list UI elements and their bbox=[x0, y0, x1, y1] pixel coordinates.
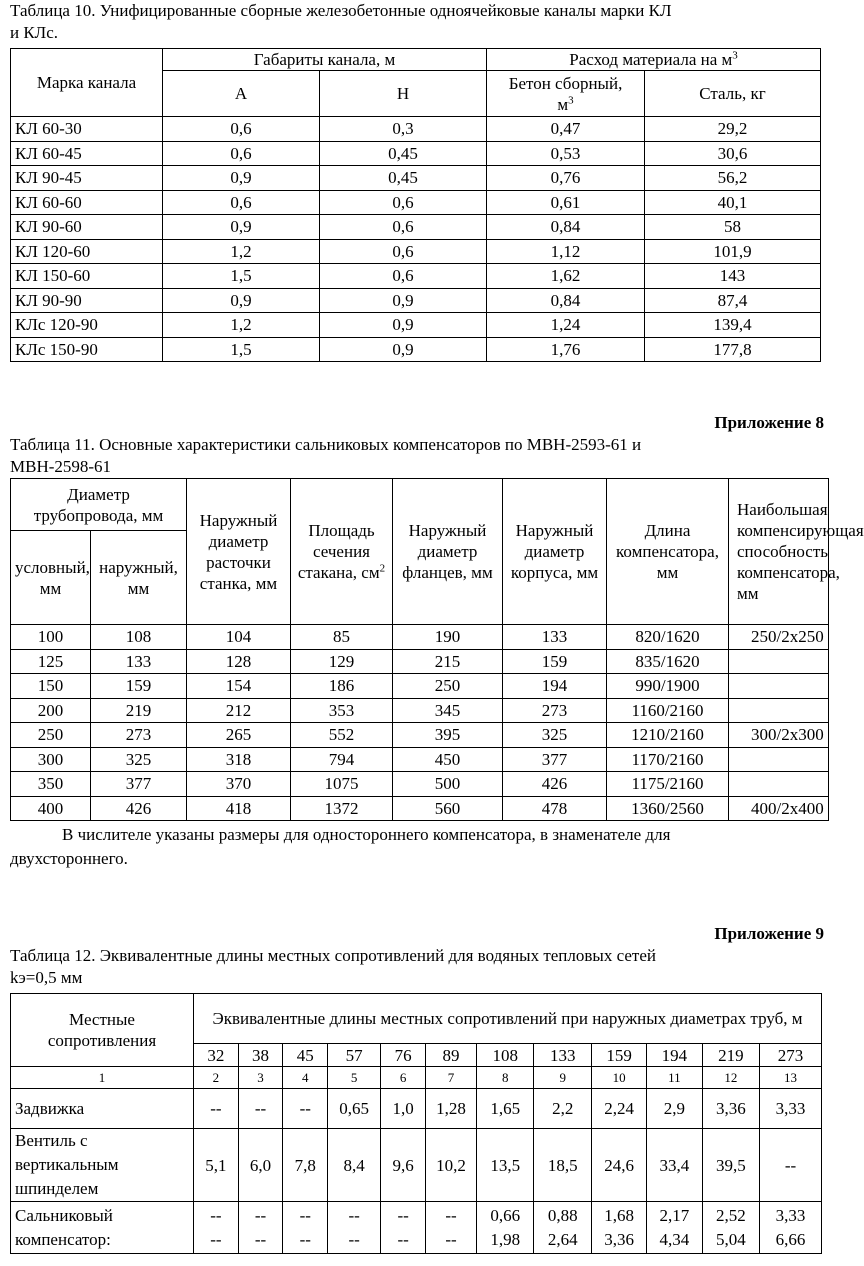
compensator-two-side-value: 6,66 bbox=[775, 1229, 806, 1249]
appendix-8-title: Приложение 8 bbox=[714, 413, 824, 432]
column-number-cell: 2 bbox=[194, 1067, 239, 1089]
table11-header-body: Наружный диаметр корпуса, мм bbox=[503, 479, 607, 625]
table-cell: 194 bbox=[503, 674, 607, 699]
table-cell: 370 bbox=[187, 772, 291, 797]
table-cell: 0,3 bbox=[320, 117, 487, 142]
compensator-cell bbox=[477, 1202, 534, 1254]
table-cell: 0,6 bbox=[320, 215, 487, 240]
table12-row-valve bbox=[11, 1089, 822, 1129]
comp-name-line2: компенсатор: bbox=[15, 1229, 111, 1249]
table11-body bbox=[11, 625, 829, 821]
table-cell: 129 bbox=[291, 649, 393, 674]
table12-valve-name: Задвижка bbox=[11, 1089, 194, 1129]
table-cell: 1360/2560 bbox=[607, 796, 729, 821]
appendix-9-title: Приложение 9 bbox=[714, 924, 824, 943]
table12-header-equivalent: Эквивалентные длины местных сопротивлений при наружных диаметрах труб, м bbox=[194, 994, 822, 1044]
compensator-two-side-value: -- bbox=[210, 1229, 222, 1249]
table11-header-bore: Наружный диаметр расточки станка, мм bbox=[187, 479, 291, 625]
table10 bbox=[10, 48, 821, 362]
column-number-cell: 5 bbox=[328, 1067, 381, 1089]
table11-header-length: Длина компенсатора, мм bbox=[607, 479, 729, 625]
table-cell: 7,8 bbox=[283, 1129, 328, 1202]
table-cell: 400 bbox=[11, 796, 91, 821]
table-cell: 133 bbox=[91, 649, 187, 674]
table-cell: 215 bbox=[393, 649, 503, 674]
table-cell: 300 bbox=[11, 747, 91, 772]
compensator-cell bbox=[591, 1202, 646, 1254]
compensator-cell bbox=[328, 1202, 381, 1254]
table-cell: 353 bbox=[291, 698, 393, 723]
table-cell: 177,8 bbox=[645, 337, 821, 362]
table-row bbox=[11, 723, 829, 748]
table12-caption-line1: Таблица 12. Эквивалентные длины местных сопротивлений для водяных тепловых сетей bbox=[10, 946, 656, 965]
table11-note-line2: двухстороннего. bbox=[10, 849, 128, 868]
diameter-cell: 194 bbox=[647, 1044, 702, 1067]
table-cell: 159 bbox=[91, 674, 187, 699]
table-cell: 0,45 bbox=[320, 166, 487, 191]
table-cell: 350 bbox=[11, 772, 91, 797]
table-cell: 1075 bbox=[291, 772, 393, 797]
table-row bbox=[11, 649, 829, 674]
row-mark-cell: КЛс 120-90 bbox=[11, 313, 163, 338]
row-mark-cell: КЛс 150-90 bbox=[11, 337, 163, 362]
diameter-cell: 159 bbox=[591, 1044, 646, 1067]
document-page bbox=[10, 0, 864, 1254]
vent-name-line1: Вентиль с bbox=[15, 1131, 88, 1150]
table-cell: 325 bbox=[503, 723, 607, 748]
table-row bbox=[11, 264, 821, 289]
table-cell: 1,2 bbox=[163, 313, 320, 338]
column-number-cell: 4 bbox=[283, 1067, 328, 1089]
table-cell: 87,4 bbox=[645, 288, 821, 313]
table-cell: 33,4 bbox=[647, 1129, 702, 1202]
diameter-cell: 89 bbox=[425, 1044, 476, 1067]
table-cell: 133 bbox=[503, 625, 607, 650]
table-cell: 1,28 bbox=[425, 1089, 476, 1129]
diameter-cell: 57 bbox=[328, 1044, 381, 1067]
compensator-cell bbox=[381, 1202, 426, 1254]
diameter-cell: 273 bbox=[760, 1044, 822, 1067]
table11-caption-line2: МВН-2598-61 bbox=[10, 457, 112, 476]
compensator-cell bbox=[702, 1202, 759, 1254]
table12-header-local: Местные сопротивления bbox=[11, 994, 194, 1067]
table-cell: 325 bbox=[91, 747, 187, 772]
compensator-cell bbox=[194, 1202, 239, 1254]
table-cell: 1,24 bbox=[487, 313, 645, 338]
table-row bbox=[11, 117, 821, 142]
diameter-cell: 133 bbox=[534, 1044, 591, 1067]
compensator-one-side-value: 2,17 bbox=[659, 1205, 690, 1225]
column-number-cell: 12 bbox=[702, 1067, 759, 1089]
table11-header-outer: наружный, мм bbox=[91, 531, 187, 625]
compensator-two-side-value: 1,98 bbox=[490, 1229, 521, 1249]
compensator-cell bbox=[425, 1202, 476, 1254]
table-row bbox=[11, 772, 829, 797]
row-mark-cell: КЛ 60-60 bbox=[11, 190, 163, 215]
table12 bbox=[10, 993, 822, 1254]
table-cell: 0,6 bbox=[320, 190, 487, 215]
compensator-two-side-value: -- bbox=[299, 1229, 311, 1249]
table-cell: 500 bbox=[393, 772, 503, 797]
concrete-sup: 3 bbox=[568, 93, 574, 106]
compensator-one-side-value: -- bbox=[445, 1205, 457, 1225]
table12-row-compensator bbox=[11, 1202, 822, 1254]
table10-header-mark: Марка канала bbox=[11, 49, 163, 117]
table-cell: 108 bbox=[91, 625, 187, 650]
table-cell: 18,5 bbox=[534, 1129, 591, 1202]
table-cell: 0,9 bbox=[320, 337, 487, 362]
compensator-cell bbox=[238, 1202, 283, 1254]
table10-caption-line1: Таблица 10. Унифицированные сборные железобетонные одноячейковые каналы марки КЛ bbox=[10, 1, 672, 20]
table-cell: 125 bbox=[11, 649, 91, 674]
table-cell: 273 bbox=[91, 723, 187, 748]
table-cell: 143 bbox=[645, 264, 821, 289]
table-cell: 552 bbox=[291, 723, 393, 748]
table-cell: 1372 bbox=[291, 796, 393, 821]
table-cell: 139,4 bbox=[645, 313, 821, 338]
table-row bbox=[11, 698, 829, 723]
table-cell: 0,84 bbox=[487, 215, 645, 240]
table-cell: 478 bbox=[503, 796, 607, 821]
table10-header-a: А bbox=[163, 71, 320, 117]
table-cell: 377 bbox=[91, 772, 187, 797]
table-cell: 1,2 bbox=[163, 239, 320, 264]
row-mark-cell: КЛ 150-60 bbox=[11, 264, 163, 289]
table-cell: 0,6 bbox=[320, 264, 487, 289]
concrete-label: Бетон сборный, bbox=[508, 73, 623, 93]
table-cell: 426 bbox=[503, 772, 607, 797]
column-number-cell: 11 bbox=[647, 1067, 702, 1089]
diameter-cell: 108 bbox=[477, 1044, 534, 1067]
table-cell: 101,9 bbox=[645, 239, 821, 264]
table-cell: 835/1620 bbox=[607, 649, 729, 674]
table10-body bbox=[11, 117, 821, 362]
table-cell: 0,9 bbox=[320, 288, 487, 313]
table-cell: 58 bbox=[645, 215, 821, 240]
table-cell: 24,6 bbox=[591, 1129, 646, 1202]
table-cell: 0,61 bbox=[487, 190, 645, 215]
table-cell: 318 bbox=[187, 747, 291, 772]
row-mark-cell: КЛ 120-60 bbox=[11, 239, 163, 264]
table-cell: 1,12 bbox=[487, 239, 645, 264]
table-cell: 0,6 bbox=[163, 141, 320, 166]
table10-header-h: Н bbox=[320, 71, 487, 117]
table-cell bbox=[729, 674, 829, 699]
table12-caption bbox=[10, 945, 830, 989]
compensator-cell bbox=[283, 1202, 328, 1254]
column-number-cell: 6 bbox=[381, 1067, 426, 1089]
table-row bbox=[11, 215, 821, 240]
compensator-one-side-value: -- bbox=[210, 1205, 222, 1225]
vent-name-line3: шпинделем bbox=[15, 1179, 99, 1198]
table-cell: 990/1900 bbox=[607, 674, 729, 699]
table-cell: 250 bbox=[11, 723, 91, 748]
table-cell: 3,36 bbox=[702, 1089, 759, 1129]
table-cell: 1,0 bbox=[381, 1089, 426, 1129]
table-row bbox=[11, 239, 821, 264]
table-row bbox=[11, 625, 829, 650]
table-cell: 1,5 bbox=[163, 264, 320, 289]
table-cell bbox=[729, 649, 829, 674]
compensator-two-side-value: 4,34 bbox=[659, 1229, 690, 1249]
table-cell: 300/2х300 bbox=[729, 723, 829, 748]
compensator-one-side-value: 0,66 bbox=[490, 1205, 521, 1225]
table-cell: 9,6 bbox=[381, 1129, 426, 1202]
table-cell: 0,53 bbox=[487, 141, 645, 166]
table-cell: 265 bbox=[187, 723, 291, 748]
row-mark-cell: КЛ 90-90 bbox=[11, 288, 163, 313]
table-cell: 426 bbox=[91, 796, 187, 821]
table11-caption-line1: Таблица 11. Основные характеристики сальниковых компенсаторов по МВН-2593-61 и bbox=[10, 435, 642, 454]
table-cell: 250 bbox=[393, 674, 503, 699]
compensator-two-side-value: -- bbox=[445, 1229, 457, 1249]
table-cell: 5,1 bbox=[194, 1129, 239, 1202]
column-number-cell: 10 bbox=[591, 1067, 646, 1089]
table-cell: 0,65 bbox=[328, 1089, 381, 1129]
table-row bbox=[11, 313, 821, 338]
compensator-one-side-value: 1,68 bbox=[604, 1205, 634, 1225]
table-cell: 1,65 bbox=[477, 1089, 534, 1129]
table-cell: 1,62 bbox=[487, 264, 645, 289]
table11-header-max: Наибольшая компенсирующая способность компенсатора, мм bbox=[729, 479, 829, 625]
table-cell: 154 bbox=[187, 674, 291, 699]
row-mark-cell: КЛ 60-30 bbox=[11, 117, 163, 142]
table-cell: 150 bbox=[11, 674, 91, 699]
table-cell: 39,5 bbox=[702, 1129, 759, 1202]
table11 bbox=[10, 478, 864, 821]
table-cell: 400/2х400 bbox=[729, 796, 829, 821]
consumption-label: Расход материала на м bbox=[569, 50, 733, 69]
vent-name-line2: вертикальным bbox=[15, 1155, 119, 1174]
table-cell: 2,9 bbox=[647, 1089, 702, 1129]
compensator-one-side-value: -- bbox=[397, 1205, 409, 1225]
table12-caption-line2: kэ=0,5 мм bbox=[10, 968, 83, 987]
table11-note bbox=[10, 823, 830, 871]
table-row bbox=[11, 674, 829, 699]
column-number-cell: 13 bbox=[760, 1067, 822, 1089]
diameter-cell: 76 bbox=[381, 1044, 426, 1067]
table-cell bbox=[729, 747, 829, 772]
column-number-cell: 7 bbox=[425, 1067, 476, 1089]
table-cell: 85 bbox=[291, 625, 393, 650]
compensator-one-side-value: -- bbox=[299, 1205, 311, 1225]
diameter-cell: 219 bbox=[702, 1044, 759, 1067]
compensator-two-side-value: -- bbox=[397, 1229, 409, 1249]
table-cell: 395 bbox=[393, 723, 503, 748]
table-cell: 1210/2160 bbox=[607, 723, 729, 748]
table-cell: 190 bbox=[393, 625, 503, 650]
table12-row-vent bbox=[11, 1129, 822, 1202]
compensator-one-side-value: -- bbox=[254, 1205, 267, 1225]
column-number-cell: 3 bbox=[238, 1067, 283, 1089]
table-cell: 1170/2160 bbox=[607, 747, 729, 772]
table-cell bbox=[729, 698, 829, 723]
table-cell: 418 bbox=[187, 796, 291, 821]
table-cell: 186 bbox=[291, 674, 393, 699]
table-cell: 377 bbox=[503, 747, 607, 772]
column-number-cell: 9 bbox=[534, 1067, 591, 1089]
diameter-cell: 45 bbox=[283, 1044, 328, 1067]
table-cell: 560 bbox=[393, 796, 503, 821]
table11-caption bbox=[10, 434, 830, 478]
table-cell: 0,9 bbox=[163, 215, 320, 240]
compensator-two-side-value: -- bbox=[348, 1229, 360, 1249]
table10-caption-line2: и КЛс. bbox=[10, 23, 59, 42]
table-cell: 100 bbox=[11, 625, 91, 650]
table-cell: 104 bbox=[187, 625, 291, 650]
table-cell: 450 bbox=[393, 747, 503, 772]
table-row bbox=[11, 166, 821, 191]
table-cell: 273 bbox=[503, 698, 607, 723]
table-cell: 0,84 bbox=[487, 288, 645, 313]
area-sup: 2 bbox=[379, 562, 386, 575]
compensator-two-side-value: 2,64 bbox=[547, 1229, 578, 1249]
compensator-one-side-value: 3,33 bbox=[775, 1205, 806, 1225]
area-label: Площадь сечения стакана, см bbox=[297, 521, 380, 582]
table-cell: -- bbox=[283, 1089, 328, 1129]
table-cell: -- bbox=[194, 1089, 239, 1129]
table10-header-consumption bbox=[487, 49, 821, 71]
table-cell: 0,6 bbox=[163, 190, 320, 215]
table-cell: 159 bbox=[503, 649, 607, 674]
row-mark-cell: КЛ 60-45 bbox=[11, 141, 163, 166]
table-cell: -- bbox=[760, 1129, 822, 1202]
table-cell: 250/2х250 bbox=[729, 625, 829, 650]
row-mark-cell: КЛ 90-45 bbox=[11, 166, 163, 191]
table-cell: 200 bbox=[11, 698, 91, 723]
consumption-sup: 3 bbox=[732, 49, 738, 62]
table10-caption bbox=[10, 0, 830, 44]
table-cell: 0,6 bbox=[163, 117, 320, 142]
column-number-cell: 1 bbox=[11, 1067, 194, 1089]
table11-note-line1: В числителе указаны размеры для одностороннего компенсатора, в знаменателе для bbox=[62, 825, 671, 844]
table-cell: 345 bbox=[393, 698, 503, 723]
table-cell: 0,47 bbox=[487, 117, 645, 142]
table-cell: 0,45 bbox=[320, 141, 487, 166]
table-row bbox=[11, 288, 821, 313]
table-cell: 2,2 bbox=[534, 1089, 591, 1129]
table-cell: 212 bbox=[187, 698, 291, 723]
table-cell: 0,9 bbox=[163, 166, 320, 191]
diameter-cell: 38 bbox=[238, 1044, 283, 1067]
compensator-two-side-value: 3,36 bbox=[604, 1229, 634, 1249]
table-cell: 1160/2160 bbox=[607, 698, 729, 723]
table11-header-diameter: Диаметр трубопровода, мм bbox=[11, 479, 187, 531]
compensator-one-side-value: 2,52 bbox=[715, 1205, 746, 1225]
table-row bbox=[11, 141, 821, 166]
table-cell: 1,5 bbox=[163, 337, 320, 362]
row-mark-cell: КЛ 90-60 bbox=[11, 215, 163, 240]
table-cell: 820/1620 bbox=[607, 625, 729, 650]
table12-comp-name bbox=[11, 1202, 194, 1254]
table11-header-area bbox=[291, 479, 393, 625]
table-cell: 8,4 bbox=[328, 1129, 381, 1202]
table-cell: 128 bbox=[187, 649, 291, 674]
table-row bbox=[11, 747, 829, 772]
table10-header-steel: Сталь, кг bbox=[645, 71, 821, 117]
table11-header-conditional: условный, мм bbox=[11, 531, 91, 625]
compensator-two-side-value: -- bbox=[254, 1229, 267, 1249]
table-cell: 0,76 bbox=[487, 166, 645, 191]
table11-header-flange: Наружный диаметр фланцев, мм bbox=[393, 479, 503, 625]
concrete-unit: м bbox=[557, 94, 569, 114]
table-cell: -- bbox=[238, 1089, 283, 1129]
table-cell: 29,2 bbox=[645, 117, 821, 142]
table-cell: 219 bbox=[91, 698, 187, 723]
compensator-one-side-value: -- bbox=[348, 1205, 360, 1225]
table-cell: 0,6 bbox=[320, 239, 487, 264]
table-cell: 2,24 bbox=[591, 1089, 646, 1129]
compensator-two-side-value: 5,04 bbox=[715, 1229, 746, 1249]
table12-number-row bbox=[11, 1067, 822, 1089]
table-row bbox=[11, 190, 821, 215]
table-cell: 1,76 bbox=[487, 337, 645, 362]
diameter-cell: 32 bbox=[194, 1044, 239, 1067]
table-cell: 0,9 bbox=[163, 288, 320, 313]
compensator-one-side-value: 0,88 bbox=[547, 1205, 578, 1225]
compensator-cell bbox=[647, 1202, 702, 1254]
table-cell: 0,9 bbox=[320, 313, 487, 338]
table10-header-dims: Габариты канала, м bbox=[163, 49, 487, 71]
table-cell: 56,2 bbox=[645, 166, 821, 191]
column-number-cell: 8 bbox=[477, 1067, 534, 1089]
table-row bbox=[11, 796, 829, 821]
compensator-cell bbox=[534, 1202, 591, 1254]
table-cell bbox=[729, 772, 829, 797]
compensator-cell bbox=[760, 1202, 822, 1254]
table12-vent-name bbox=[11, 1129, 194, 1202]
table-cell: 13,5 bbox=[477, 1129, 534, 1202]
table-cell: 40,1 bbox=[645, 190, 821, 215]
table-cell: 30,6 bbox=[645, 141, 821, 166]
table10-header-concrete bbox=[487, 71, 645, 117]
table-cell: 3,33 bbox=[760, 1089, 822, 1129]
table-cell: 794 bbox=[291, 747, 393, 772]
table-cell: 10,2 bbox=[425, 1129, 476, 1202]
table-cell: 6,0 bbox=[238, 1129, 283, 1202]
table-cell: 1175/2160 bbox=[607, 772, 729, 797]
comp-name-line1: Сальниковый bbox=[15, 1205, 113, 1225]
table-row bbox=[11, 337, 821, 362]
